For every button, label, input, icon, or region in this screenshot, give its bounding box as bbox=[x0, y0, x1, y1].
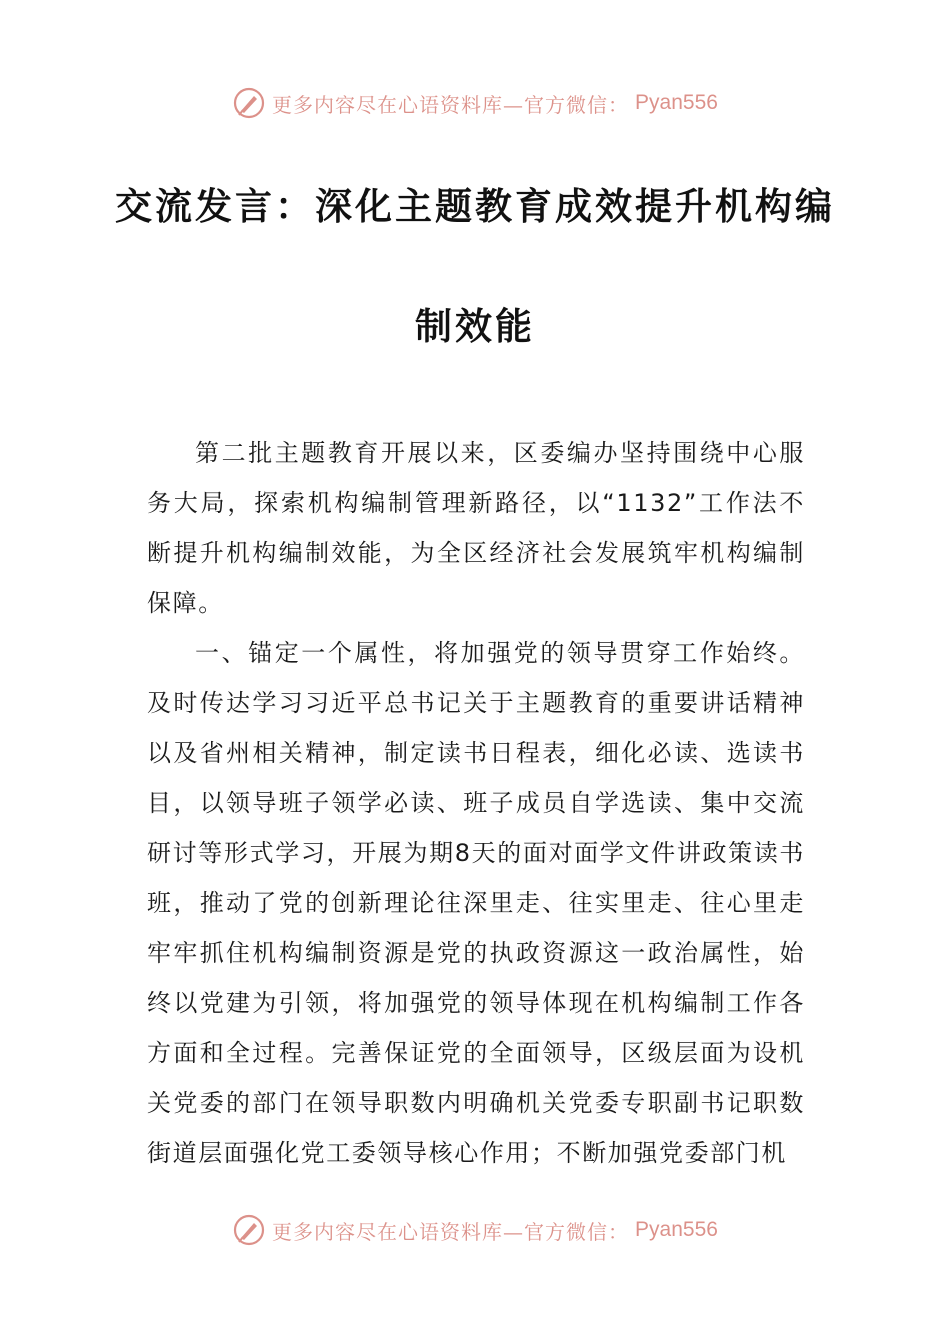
document-title-line-1: 交流发言：深化主题教育成效提升机构编 bbox=[115, 185, 835, 228]
watermark-text: 更多内容尽在心语资料库—官方微信： bbox=[272, 1219, 630, 1244]
watermark-footer bbox=[0, 1210, 950, 1250]
watermark-header bbox=[0, 83, 950, 123]
pen-nib-icon bbox=[232, 86, 266, 120]
watermark-wechat-id: Pyan556 bbox=[635, 1218, 718, 1241]
paragraph-intro: 第二批主题教育开展以来，区委编办坚持围绕中心服务大局，探索机构编制管理新路径，以“1132”工作法不断提升机构编制效能，为全区经济社会发展筑牢机构编制保障。 bbox=[147, 439, 805, 617]
document-title-line-2: 制效能 bbox=[415, 305, 535, 348]
watermark-text: 更多内容尽在心语资料库—官方微信： bbox=[272, 92, 630, 117]
pen-nib-icon bbox=[232, 1213, 266, 1247]
watermark-wechat-id: Pyan556 bbox=[635, 91, 718, 114]
paragraph-section-1: 一、锚定一个属性，将加强党的领导贯穿工作始终。及时传达学习习近平总书记关于主题教育的重要讲话精神以及省州相关精神，制定读书日程表，细化必读、选读书目，以领导班子领学必读、班子成员自学选读、集中交流研讨等形式学习，开展为期8天的面对面学文件讲政策读书班，推动了党的创新理论往深里走、往实里走、往心里走牢牢抓住机构编制资源是党的执政资源这一政治属性，始终以党建为引领，将加强党的领导体现在机构编制工作各方面和全过程。完善保证党的全面领导，区级层面为设机关党委的部门在领导职数内明确机关党委专职副书记职数街道层面强化党工委领导核心作用；不断加强党委部门机 bbox=[147, 639, 805, 1167]
document-body bbox=[147, 428, 805, 1178]
